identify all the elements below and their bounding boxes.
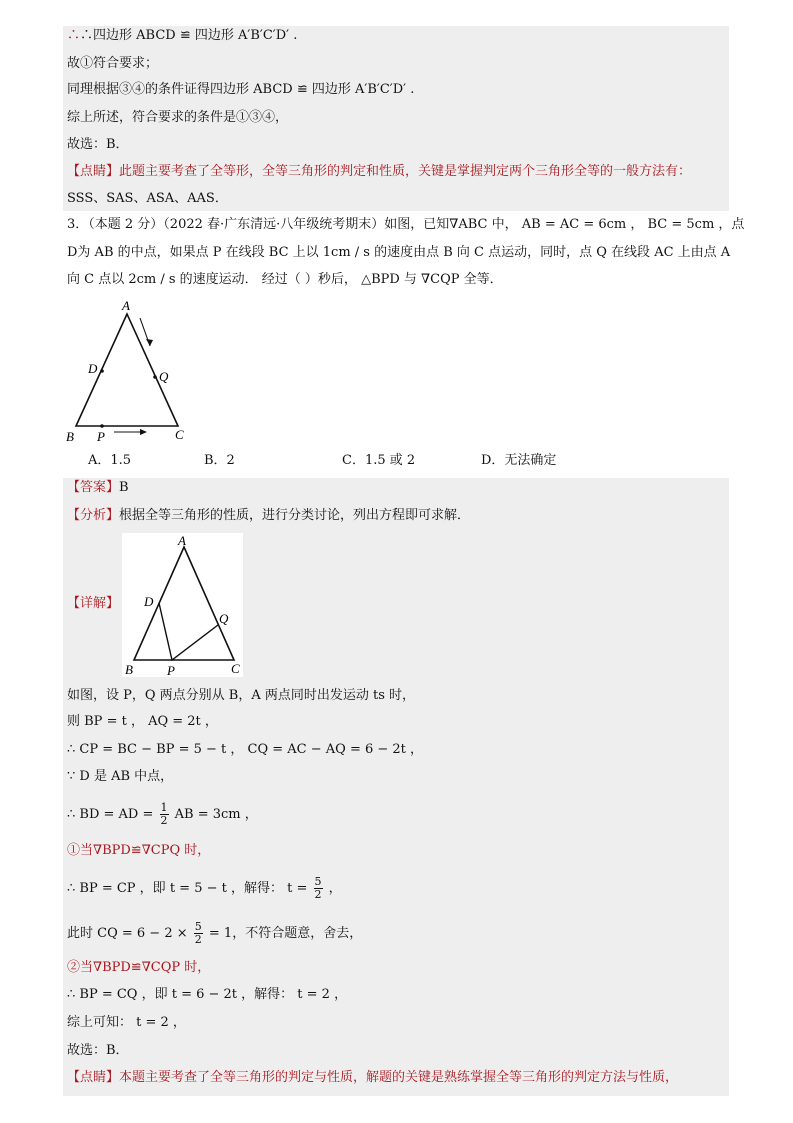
- detail-label-a: A: [178, 533, 186, 548]
- prev-line-3: 同理根据③④的条件证得四边形 ABCD ≌ 四边形 A′B′C′D′ .: [67, 82, 415, 97]
- detail-label: 【详解】: [67, 596, 120, 611]
- label-d: D: [88, 361, 98, 376]
- label-b: B: [66, 429, 74, 444]
- detail-line-3: ∴ CP = BC − BP = 5 − t ， CQ = AC − AQ = 6 − 2t ，: [67, 742, 424, 757]
- label-a: A: [122, 298, 130, 313]
- fraction-five-halves: $\frac{5}{2}$: [314, 875, 322, 901]
- prev-line-5: 故选：B．: [67, 137, 129, 152]
- case-2-title: ②当∇BPD≌∇CQP 时，: [67, 960, 211, 975]
- prev-line-1: ∴∴四边形 ABCD ≌ 四边形 A′B′C′D′ .: [67, 28, 298, 43]
- detail-label-b: B: [125, 662, 133, 677]
- final-comment: 【点睛】本题主要考查了全等三角形的判定与性质，解题的关键是熟练掌握全等三角形的判定方法与性质，: [67, 1070, 679, 1085]
- case-1-equation: ∴ BP = CP ，即 t = 5 − t ，解得： t = $\frac{5}{2}$ ，: [67, 875, 342, 901]
- question-triangle-figure: [62, 296, 202, 446]
- question-line-2: D为 AB 的中点，如果点 P 在线段 BC 上以 1cm / s 的速度由点 B 向 C 点运动，同时，点 Q 在线段 AC 上由点 A: [67, 245, 731, 260]
- detail-label-d: D: [144, 594, 154, 609]
- detail-line-4: ∵ D 是 AB 中点，: [67, 769, 174, 784]
- detail-line-5: ∴ BD = AD = $\frac{1}{2}$ AB = 3cm ，: [67, 801, 258, 827]
- case-2-equation: ∴ BP = CQ ，即 t = 6 − 2t ，解得： t = 2 ，: [67, 987, 348, 1002]
- label-c: C: [175, 427, 184, 442]
- option-c: C．1.5 或 2: [342, 453, 416, 468]
- conclusion-line: 综上可知： t = 2 ，: [67, 1015, 186, 1030]
- detail-label-p: P: [167, 663, 175, 677]
- question-line-3: 向 C 点以 2cm / s 的速度运动． 经过（ ）秒后， △BPD 与 ∇CQP 全等．: [67, 272, 503, 287]
- choice-line: 故选：B．: [67, 1043, 129, 1058]
- prev-comment: 【点睛】此题主要考查了全等形，全等三角形的判定和性质，关键是掌握判定两个三角形全等的一般方法有：: [67, 164, 692, 179]
- detail-line-1: 如图，设 P，Q 两点分别从 B，A 两点同时出发运动 ts 时，: [67, 688, 416, 703]
- fraction-five-halves-check: $\frac{5}{2}$: [194, 920, 202, 946]
- prev-line-2: 故①符合要求；: [67, 56, 159, 71]
- question-line-1: 3．（本题 2 分）（2022 春·广东清远·八年级统考期末）如图，已知∇ABC 中， AB = AC = 6cm ， BC = 5cm ，点: [67, 217, 745, 232]
- option-d: D．无法确定: [481, 453, 557, 468]
- case-1-check: 此时 CQ = 6 − 2 × $\frac{5}{2}$ = 1，不符合题意，舍去，: [67, 920, 363, 946]
- detail-line-2: 则 BP = t ， AQ = 2t ，: [67, 714, 218, 729]
- case-1-title: ①当∇BPD≌∇CPQ 时，: [67, 843, 211, 858]
- detail-triangle-figure: [122, 533, 243, 677]
- prev-line-4: 综上所述，符合要求的条件是①③④，: [67, 110, 289, 125]
- option-a: A．1.5: [88, 453, 132, 468]
- prev-methods: SSS、SAS、ASA、AAS．: [67, 191, 228, 206]
- option-b: B．2: [204, 453, 235, 468]
- answer-line: 【答案】B: [67, 480, 129, 495]
- analysis-line: 【分析】根据全等三角形的性质，进行分类讨论，列出方程即可求解．: [67, 508, 471, 523]
- label-p: P: [97, 429, 105, 444]
- detail-label-q: Q: [219, 611, 229, 626]
- fraction-half: $\frac{1}{2}$: [160, 801, 168, 827]
- label-q: Q: [159, 369, 169, 384]
- detail-label-c: C: [231, 661, 240, 676]
